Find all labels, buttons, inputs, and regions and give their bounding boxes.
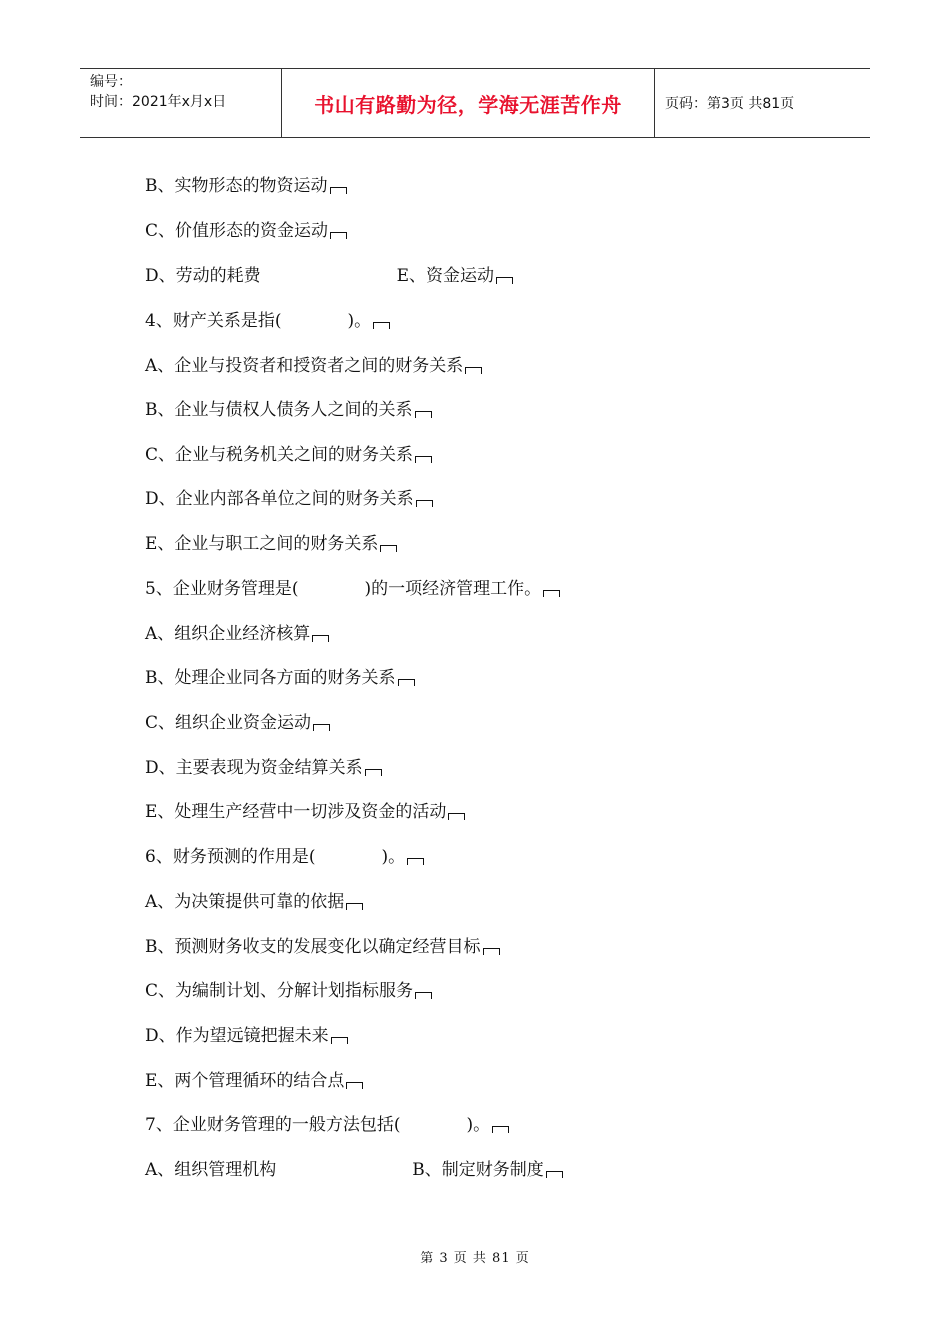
- text-line: C、企业与税务机关之间的财务关系: [145, 445, 432, 465]
- text-line: E、两个管理循环的结合点: [145, 1071, 363, 1091]
- header-meta: [80, 69, 282, 137]
- paragraph-mark-icon: [546, 1171, 563, 1178]
- paragraph-mark-icon: [373, 322, 390, 329]
- paragraph-mark-icon: [365, 769, 382, 776]
- text-line: D、企业内部各单位之间的财务关系: [145, 489, 433, 509]
- text-line: D、作为望远镜把握未来: [145, 1026, 348, 1046]
- text-line: B、企业与债权人债务人之间的关系: [145, 400, 432, 420]
- paragraph-mark-icon: [492, 1126, 509, 1133]
- paragraph-mark-icon: [407, 858, 424, 865]
- text-line: A、组织管理机构 B、制定财务制度: [145, 1160, 563, 1180]
- paragraph-mark-icon: [543, 590, 560, 597]
- paragraph-mark-icon: [312, 635, 329, 642]
- text-line: A、企业与投资者和授资者之间的财务关系: [145, 356, 482, 376]
- text-line: E、处理生产经营中一切涉及资金的活动: [145, 802, 465, 822]
- text-line: D、主要表现为资金结算关系: [145, 758, 382, 778]
- question-line: 6、财务预测的作用是( )。: [145, 847, 424, 867]
- paragraph-mark-icon: [415, 992, 432, 999]
- number-label: 编号：: [90, 74, 132, 90]
- paragraph-mark-icon: [313, 724, 330, 731]
- page-footer: 第 3 页 共 81 页: [420, 1251, 530, 1266]
- text-line: C、为编制计划、分解计划指标服务: [145, 981, 432, 1001]
- text-line: D、劳动的耗费 E、资金运动: [145, 266, 513, 286]
- page-header: [80, 68, 870, 138]
- text-line: B、预测财务收支的发展变化以确定经营目标: [145, 937, 500, 957]
- text-line: E、企业与职工之间的财务关系: [145, 534, 397, 554]
- text-line: C、组织企业资金运动: [145, 713, 330, 733]
- paragraph-mark-icon: [398, 679, 415, 686]
- paragraph-mark-icon: [416, 500, 433, 507]
- text-line: B、实物形态的物资运动: [145, 176, 347, 196]
- paragraph-mark-icon: [330, 187, 347, 194]
- paragraph-mark-icon: [465, 367, 482, 374]
- paragraph-mark-icon: [346, 1082, 363, 1089]
- paragraph-mark-icon: [380, 545, 397, 552]
- paragraph-mark-icon: [346, 903, 363, 910]
- text-line: A、为决策提供可靠的依据: [145, 892, 363, 912]
- paragraph-mark-icon: [331, 1037, 348, 1044]
- text-line: A、组织企业经济核算: [145, 624, 329, 644]
- time-label: 时间：2021年x月x日: [90, 94, 227, 110]
- paragraph-mark-icon: [415, 411, 432, 418]
- header-page-info: 页码：第3页 共81页: [665, 96, 795, 112]
- paragraph-mark-icon: [415, 456, 432, 463]
- question-line: 4、财产关系是指( )。: [145, 311, 390, 331]
- question-line: 7、企业财务管理的一般方法包括( )。: [145, 1115, 509, 1135]
- paragraph-mark-icon: [330, 232, 347, 239]
- paragraph-mark-icon: [448, 813, 465, 820]
- paragraph-mark-icon: [483, 948, 500, 955]
- paragraph-mark-icon: [496, 277, 513, 284]
- header-motto: 书山有路勤为径，学海无涯苦作舟: [282, 69, 655, 137]
- question-line: 5、企业财务管理是( )的一项经济管理工作。: [145, 579, 560, 599]
- text-line: B、处理企业同各方面的财务关系: [145, 668, 415, 688]
- text-line: C、价值形态的资金运动: [145, 221, 347, 241]
